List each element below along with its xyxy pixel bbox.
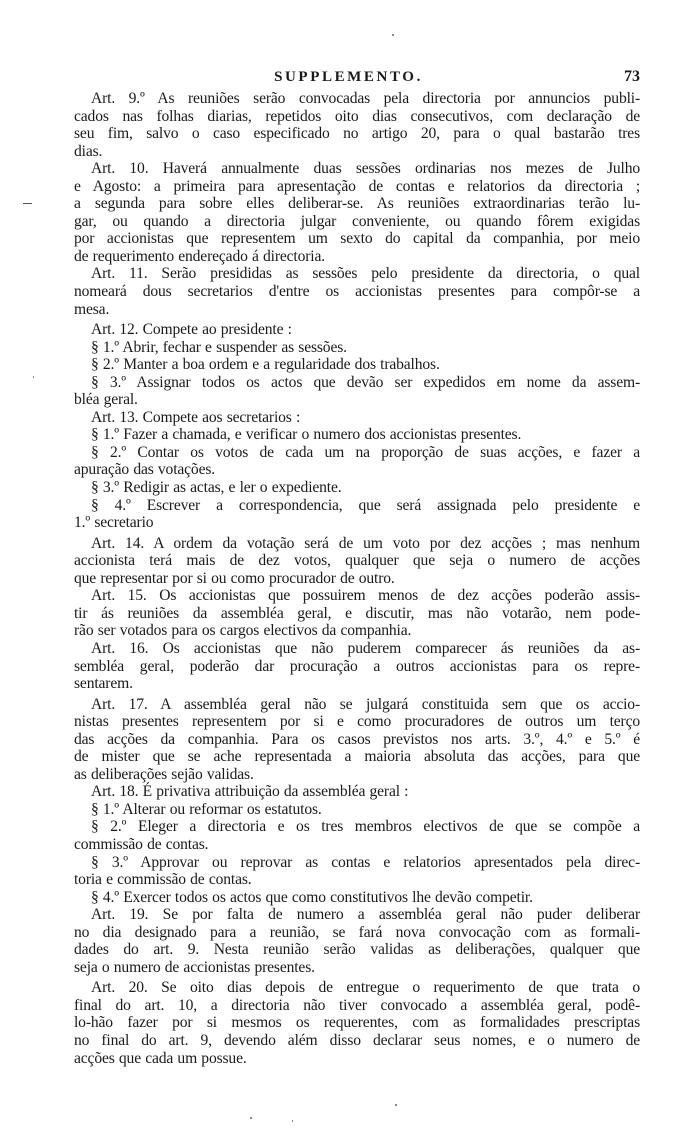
text-line: rão ser votados para os cargos electivos da companhia. [74, 622, 412, 640]
text-line: accionista terá mais de dez votos, qualquer que seja o numero de acções [74, 552, 640, 570]
text-line: Art. 18. É privativa attribuição da assembléa geral : [91, 783, 409, 801]
article-11 [57, 265, 640, 318]
text-line: § 3.º Redigir as actas, e ler o expediente. [91, 479, 342, 497]
text-line: acções que cada um possue. [74, 1049, 247, 1067]
text-line: bléa geral. [74, 391, 138, 409]
margin-mark [23, 203, 32, 204]
article-13-section-1 [57, 426, 640, 444]
text-line: no final do art. 9, devendo além disso declarar seus nomes, e o numero de [74, 1031, 640, 1049]
text-line: gar, ou quando a directoria julgar conveniente, ou quando fôrem exigidas [74, 212, 640, 230]
body-text [57, 90, 640, 1067]
scan-speck [392, 34, 394, 36]
text-line: tir ás reuniões da assembléa geral, e discutir, mas não votarão, nem pode- [74, 604, 640, 622]
text-line: nomeará dous secretarios d'entre os accionistas presentes para compôr-se a [74, 283, 640, 301]
article-12 [57, 321, 640, 339]
text-line: § 4.º Exercer todos os actos que como constitutivos lhe devão competir. [91, 888, 533, 906]
article-18-section-4 [57, 889, 640, 907]
text-line: § 3.º Assignar todos os actos que devão ser expedidos em nome da assem- [91, 373, 640, 391]
scan-speck [395, 1104, 397, 1106]
text-line: seu fim, salvo o caso especificado no artigo 20, para o qual bastarão tres [74, 125, 640, 143]
text-line: Art. 9.º As reuniões serão convocadas pela directoria por annuncios publi- [91, 90, 640, 107]
text-line: toria e commissão de contas. [74, 871, 252, 889]
text-line: § 1.º Alterar ou reformar os estatutos. [91, 800, 322, 818]
article-13-section-4 [57, 497, 640, 532]
text-line: Art. 12. Compete ao presidente : [91, 321, 292, 339]
article-12-section-3 [57, 374, 640, 409]
text-line: Art. 16. Os accionistas que não puderem comparecer ás reuniões da as- [91, 639, 640, 657]
article-13-section-2 [57, 444, 640, 479]
article-18-section-1 [57, 801, 640, 819]
text-line: Art. 17. A assembléa geral não se julgará constituida sem que os accio- [91, 695, 640, 713]
text-line: a segunda para sobre elles deliberar-se. As reuniões extraordinarias terão lu- [74, 195, 640, 213]
article-15 [57, 587, 640, 640]
scan-speck [250, 1117, 252, 1119]
text-line: Art. 19. Se por falta de numero a assembléa geral não puder deliberar [91, 906, 640, 924]
article-17 [57, 696, 640, 784]
text-line: § 2.º Manter a boa ordem e a regularidade dos trabalhos. [91, 356, 440, 374]
article-18-section-2 [57, 818, 640, 853]
text-line: Art. 13. Compete aos secretarios : [91, 408, 301, 426]
text-line: apuração das votações. [74, 461, 216, 479]
scan-speck [33, 376, 34, 378]
text-line: nistas presentes representem por si e como procuradores de outros um terço [74, 713, 640, 731]
article-18-section-3 [57, 854, 640, 889]
article-12-section-1 [57, 339, 640, 357]
text-line: Art. 11. Serão presididas as sessões pelo presidente da directoria, o qual [91, 265, 640, 283]
article-9 [57, 90, 640, 160]
article-13-section-3 [57, 479, 640, 497]
text-line: Art. 10. Haverá annualmente duas sessões ordinarias nos mezes de Julho [91, 160, 640, 178]
article-16 [57, 640, 640, 693]
text-line: § 3.º Approvar ou reprovar as contas e relatorios apresentados pela direc- [91, 853, 640, 871]
article-14 [57, 535, 640, 588]
text-line: por accionistas que representem um sexto do capital da companhia, por meio [74, 230, 640, 248]
running-head [57, 67, 640, 87]
text-line: § 2.º Contar os votos de cada um na proporção de suas acções, e fazer a [91, 443, 640, 461]
article-19 [57, 906, 640, 976]
text-line: sembléa geral, poderão dar procuração a outros accionistas para os repre- [74, 657, 640, 675]
article-18 [57, 783, 640, 801]
text-line: commissão de contas. [74, 835, 209, 853]
text-line: que representar por si ou como procurador de outro. [74, 569, 395, 587]
text-line: cados nas folhas diarias, repetidos oito dias consecutivos, com declaração de [74, 107, 640, 125]
text-line: das acções da companhia. Para os casos previstos nos arts. 3.º, 4.º e 5.º é [74, 730, 640, 748]
text-line: Art. 15. Os accionistas que possuirem menos de dez acções poderão assis- [91, 587, 640, 605]
text-line: sentarem. [74, 675, 133, 693]
text-line: Art. 14. A ordem da votação será de um voto por dez acções ; mas nenhum [91, 534, 640, 552]
text-line: final do art. 10, a directoria não tiver convocado a assembléa geral, podê- [74, 996, 640, 1014]
text-line: as deliberações sejão validas. [74, 765, 254, 783]
running-title: SUPPLEMENTO. [274, 69, 423, 85]
text-line: § 1.º Fazer a chamada, e verificar o numero dos accionistas presentes. [91, 426, 522, 444]
article-12-section-2 [57, 356, 640, 374]
text-line: seja o numero de accionistas presentes. [74, 958, 315, 976]
text-line: de requerimento endereçado á directoria. [74, 247, 325, 265]
text-line: § 1.º Abrir, fechar e suspender as sessões. [91, 338, 347, 356]
article-20 [57, 979, 640, 1067]
text-line: dias. [74, 142, 103, 160]
text-line: Art. 20. Se oito dias depois de entregue o requerimento de que trata o [91, 979, 640, 997]
text-line: no dia designado para a reunião, se fará nova convocação com as formali- [74, 923, 640, 941]
text-line: lo-hão fazer por si mesmos os requerentes, com as formalidades prescriptas [74, 1014, 640, 1032]
text-line: e Agosto: a primeira para apresentação de contas e relatorios da directoria ; [74, 177, 640, 195]
text-line: § 4.º Escrever a correspondencia, que será assignada pelo presidente e [91, 496, 640, 514]
text-line: § 2.º Eleger a directoria e os tres membros electivos de que se compõe a [91, 818, 640, 836]
scan-speck [292, 1120, 293, 1122]
page-number: 73 [624, 68, 640, 85]
text-line: mesa. [74, 300, 110, 318]
article-13 [57, 409, 640, 427]
text-line: de mister que se ache representada a maioria absoluta das acções, para que [74, 748, 640, 766]
text-line: dades do art. 9. Nesta reunião serão validas as deliberações, qualquer que [74, 941, 640, 959]
article-10 [57, 160, 640, 265]
text-line: 1.º secretario [74, 514, 154, 532]
